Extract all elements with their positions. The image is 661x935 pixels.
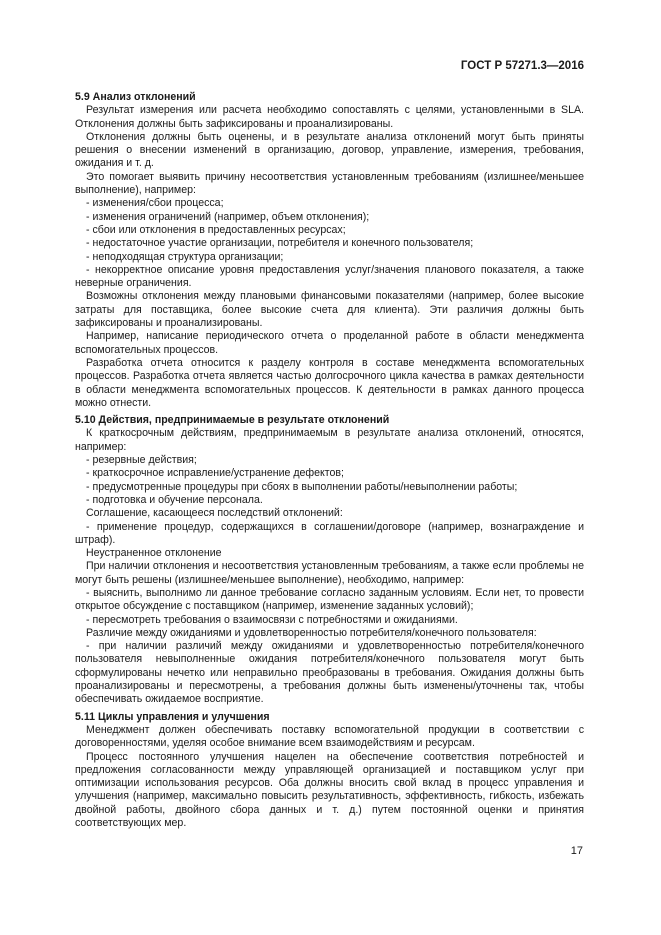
paragraph: Процесс постоянного улучшения нацелен на обеспечение соответствия потребностей и предложения согласованности между управляющей организацией и поставщиком услуг при оптимизации использования ресурсов. Оба должны вносить свой вклад в процесс управления и улучшения (например, максимально повысить результативность, эффективность, гибкость, избежать двойной работы, двойного сбора данных и т. д.) путем постоянной оценки и принятия соответствующих мер. xyxy=(75,750,584,830)
paragraph: Возможны отклонения между плановыми финансовыми показателями (например, более высокие затраты для поставщика, более высокие счета для клиента). Эти различия должны быть зафиксированы и проанализированы. xyxy=(75,290,584,330)
paragraph: - при наличии различий между ожиданиями и удовлетворенностью потребителя/конечного пользователя невыполненные ожидания потребителя/конечного пользователя могут быть сформулированы нечетко или неправильно преобразованы в требования. Ожидания должны быть проанализированы и пересмотрены, а требования должны быть изменены/уточнены так, чтобы обеспечивать ожидаемое восприятие. xyxy=(75,640,584,706)
list-item: - сбои или отклонения в предоставленных ресурсах; xyxy=(86,223,346,236)
paragraph: Результат измерения или расчета необходимо сопоставлять с целями, установленными в SLA. Отклонения должны быть зафиксированы и проанализированы. xyxy=(75,104,584,130)
list-item: - некорректное описание уровня предоставления услуг/значения планового показателя, а также неверные ограничения. xyxy=(75,263,584,290)
document-body xyxy=(75,91,584,830)
list-item: - изменения/сбои процесса; xyxy=(86,197,224,210)
paragraph: Различие между ожиданиями и удовлетворенностью потребителя/конечного пользователя: xyxy=(86,626,537,639)
document-id: ГОСТ Р 57271.3—2016 xyxy=(460,60,584,72)
section-heading: 5.9 Анализ отклонений xyxy=(75,91,196,103)
paragraph: При наличии отклонения и несоответствия установленным требованиям, а также если проблемы не могут быть решены (излишнее/меньшее выполнение), необходимо, например: xyxy=(75,560,584,586)
page-number: 17 xyxy=(570,845,583,857)
list-item: - краткосрочное исправление/устранение дефектов; xyxy=(86,467,344,480)
paragraph: Разработка отчета относится к разделу контроля в составе менеджмента вспомогательных процессов. Разработка отчета является частью долгосрочного цикла качества в рамках деятельности в области менеджмента вспомогательных процессов. К деятельности в рамках данного процесса можно отнести. xyxy=(75,356,584,409)
paragraph: Это помогает выявить причину несоответствия установленным требованиям (излишнее/меньшее выполнение), например: xyxy=(75,170,584,197)
paragraph: Отклонения должны быть оценены, и в результате анализа отклонений могут быть приняты решения о внесении изменений в организацию, договор, управление, измерения, требования, ожидания и т. д. xyxy=(75,130,584,170)
list-item: - подготовка и обучение персонала. xyxy=(86,493,263,506)
section-heading: 5.10 Действия, предпринимаемые в результате отклонений xyxy=(75,414,390,427)
paragraph: Менеджмент должен обеспечивать поставку вспомогательной продукции в соответствии с договоренностями, уделяя особое внимание всем взаимодействиям и ресурсам. xyxy=(75,723,584,750)
paragraph: Неустраненное отклонение xyxy=(86,547,222,560)
paragraph: Соглашение, касающееся последствий отклонений: xyxy=(86,507,343,520)
paragraph: - пересмотреть требования о взаимосвязи с потребностями и ожиданиями. xyxy=(86,613,458,626)
list-item: - неподходящая структура организации; xyxy=(86,250,284,263)
paragraph: - применение процедур, содержащихся в соглашении/договоре (например, вознаграждение и штраф). xyxy=(75,520,584,546)
paragraph: - выяснить, выполнимо ли данное требование согласно заданным условиям. Если нет, то провести открытое обсуждение с поставщиком (например, изменение заданных условий); xyxy=(75,586,584,613)
list-item: - недостаточное участие организации, потребителя и конечного пользователя; xyxy=(86,237,474,250)
paragraph: К краткосрочным действиям, предпринимаемым в результате анализа отклонений, относятся, например: xyxy=(75,427,584,453)
list-item: - резервные действия; xyxy=(86,454,197,467)
list-item: - изменения ограничений (например, объем отклонения); xyxy=(86,210,370,223)
paragraph: Например, написание периодического отчета о проделанной работе в области менеджмента вспомогательных процессов. xyxy=(75,330,584,356)
list-item: - предусмотренные процедуры при сбоях в выполнении работы/невыполнении работы; xyxy=(86,480,518,493)
section-heading: 5.11 Циклы управления и улучшения xyxy=(75,710,270,723)
